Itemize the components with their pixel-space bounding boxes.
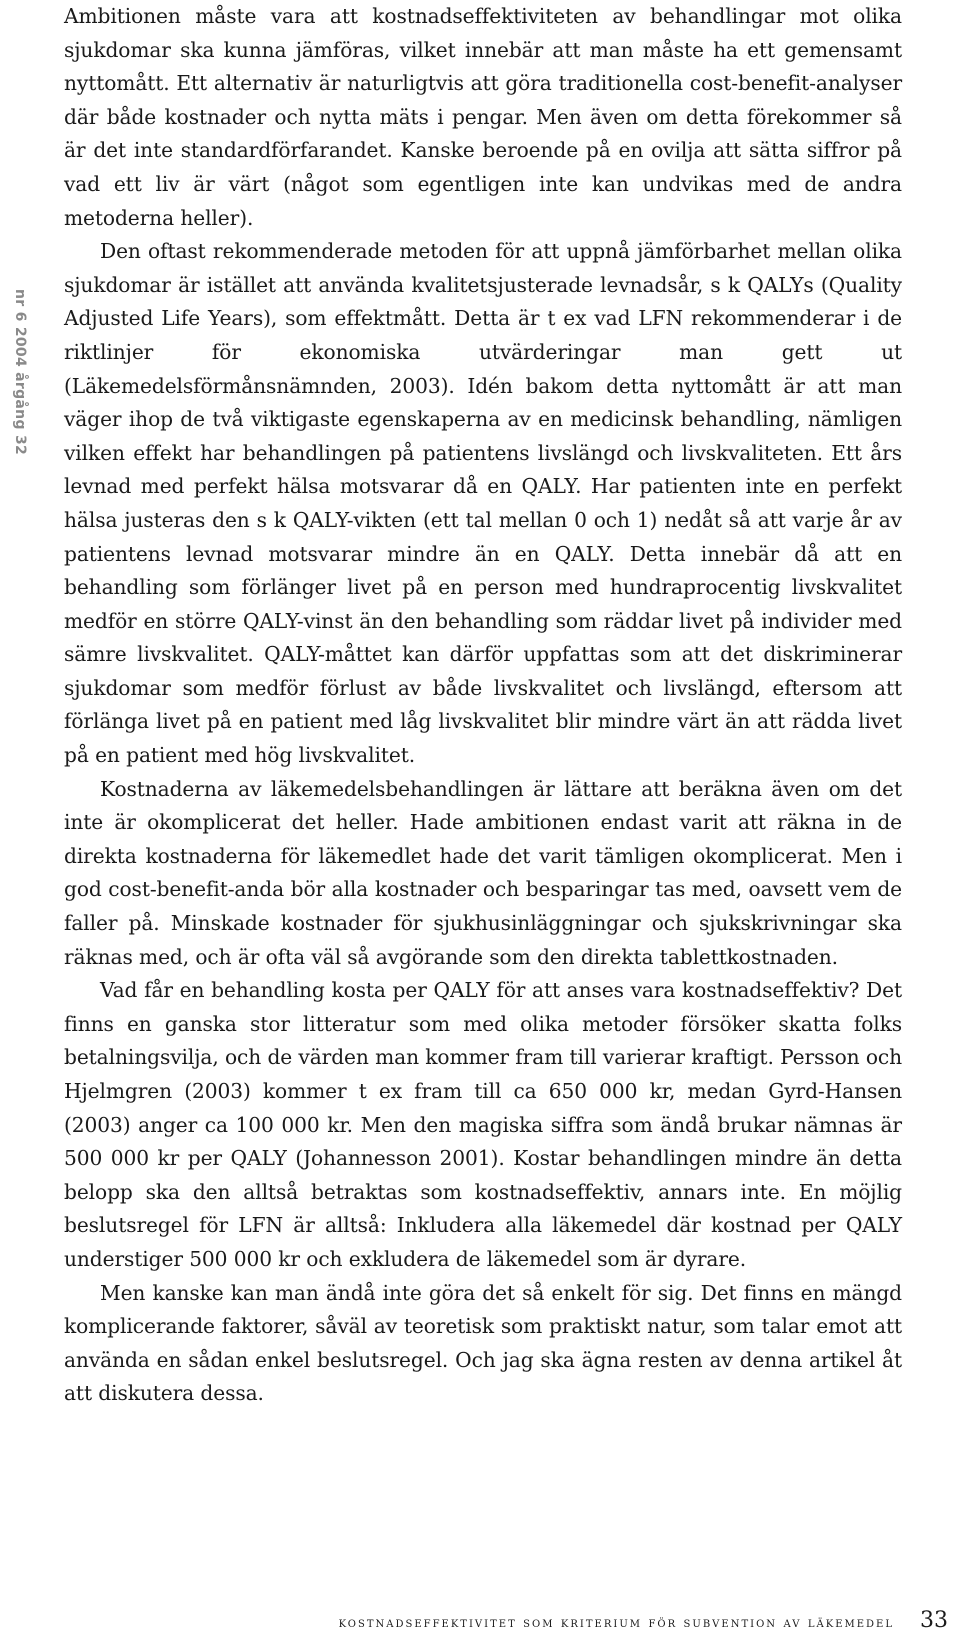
journal-issue-text: nr 6 2004 årgång 32 [12, 288, 29, 456]
running-title: kostnadseffektivitet som kriterium för subvention av läkemedel [338, 1615, 894, 1631]
page-number: 33 [920, 1608, 948, 1633]
paragraph-2: Den oftast rekommenderade metoden för att uppnå jämförbarhet mellan olika sjukdomar är istället att använda kvalitetsjusterade levnadsår, s k QALYs (Quality Adjusted Life Years), som effektmått. Detta är t ex vad LFN rekommenderar i de riktlinjer för ekonomiska utvärderingar man gett ut (Läkemedelsförmånsnämnden, 2003). Idén bakom detta nyttomått är att man väger ihop de två viktigaste egenskaperna av en medicinsk behandling, nämligen vilken effekt har behandlingen på patientens livslängd och livskvaliteten. Ett års levnad med perfekt hälsa motsvarar då en QALY. Har patienten inte en perfekt hälsa justeras den s k QALY-vikten (ett tal mellan 0 och 1) nedåt så att varje år av patientens levnad motsvarar mindre än en QALY. Detta innebär då att en behandling som förlänger livet på en person med hundraprocentig livskvalitet medför en större QALY-vinst än den behandling som räddar livet på individer med sämre livskvalitet. QALY-måttet kan därför uppfattas som att det diskriminerar sjukdomar som medför förlust av både livskvalitet och livslängd, eftersom att förlänga livet på en patient med låg livskvalitet blir mindre värt än att rädda livet på en patient med hög livskvalitet. [64, 239, 902, 768]
paragraph-3: Kostnaderna av läkemedelsbehandlingen är lättare att beräkna även om det inte är okomplicerat det heller. Hade ambitionen endast varit att räkna in de direkta kostnaderna för läkemedlet hade det varit tämligen okomplicerat. Men i god cost-benefit-anda bör alla kostnader och besparingar tas med, oavsett vem de faller på. Minskade kostnader för sjukhusinläggningar och sjukskrivningar ska räknas med, och är ofta väl så avgörande som den direkta tablettkostnaden. [64, 776, 902, 969]
page-footer [200, 1608, 960, 1638]
paragraph-1: Ambitionen måste vara att kostnadseffektiviteten av behandlingar mot olika sjukdomar ska kunna jämföras, vilket innebär att man måste ha ett gemensamt nyttomått. Ett alternativ är naturligtvis att göra traditionella cost-benefit-analyser där både kostnader och nytta mäts i pengar. Men även om detta förekommer så är det inte standardförfarandet. Kanske beroende på en ovilja att sätta siffror på vad ett liv är värt (något som egentligen inte kan undvikas med de andra metoderna heller). [64, 4, 902, 230]
paragraph-4: Vad får en behandling kosta per QALY för att anses vara kostnadseffektiv? Det finns en ganska stor litteratur som med olika metoder försöker skatta folks betalningsvilja, och de värden man kommer fram till varierar kraftigt. Persson och Hjelmgren (2003) kommer t ex fram till ca 650 000 kr, medan Gyrd-Hansen (2003) anger ca 100 000 kr. Men den magiska siffra som ändå brukar nämnas är 500 000 kr per QALY (Johannesson 2001). Kostar behandlingen mindre än detta belopp ska den alltså betraktas som kostnadseffektiv, annars inte. En möjlig beslutsregel för LFN är alltså: Inkludera alla läkemedel där kostnad per QALY understiger 500 000 kr och exkludera de läkemedel som är dyrare. [64, 978, 903, 1271]
journal-issue-label [2, 262, 38, 482]
paragraph-5: Men kanske kan man ändå inte göra det så enkelt för sig. Det finns en mängd komplicerande faktorer, såväl av teoretisk som praktiskt natur, som talar emot att använda en sådan enkel beslutsregel. Och jag ska ägna resten av denna artikel åt att diskutera dessa. [64, 1280, 902, 1406]
article-body [64, 0, 902, 1411]
